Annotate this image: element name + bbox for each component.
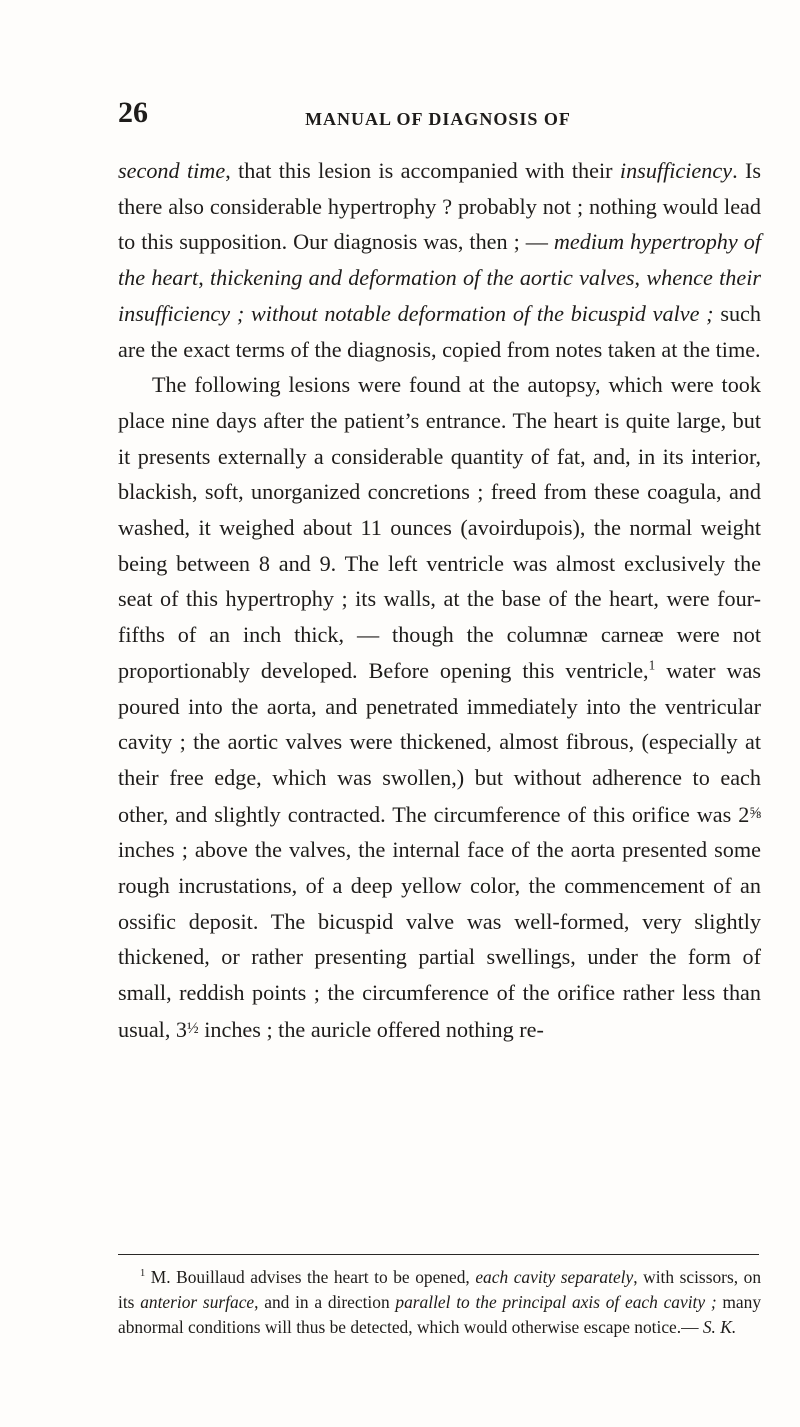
text-run: , [634,265,647,291]
footnote-divider [118,1254,759,1255]
italic-run: each cavity separately [475,1267,634,1287]
text-run: , [198,265,211,291]
main-text [118,153,761,1047]
footnote-marker: 1 [648,657,656,673]
text-run: inches ; the auricle offered nothing re- [198,1016,544,1042]
page-header [118,96,758,136]
text-run: water was poured into the aorta, and penetrated immediately into the ventricular cavity ; the aortic valves were thickened, almost fibrous, (especially at their free edge, which was swollen,) but without adherence to each other, and slightly contracted. The circumference of this orifice was 2 [118,657,762,827]
footnote-text [118,1265,761,1340]
italic-run: thickening and deformation of the aortic valves [210,265,635,291]
italic-run: anterior surface [140,1292,255,1312]
italic-run: parallel to the principal axis of each cavity ; [395,1292,717,1312]
page-number: 26 [118,96,148,129]
footnote-marker: 1 [140,1268,146,1280]
text-run: , that this lesion is accompanied with their [225,158,620,183]
text-run: many abnormal conditions will thus be detected, which would otherwise escape notice.— [118,1292,762,1337]
text-run: . Is there also considerable hypertrophy ? probably not ; nothing would lead to this supposition. Our diagnosis was, then ; — [118,158,761,255]
footnote [118,1265,761,1340]
text-run: inches ; above the valves, the internal face of the aorta presented some rough incrustations, of a deep yellow color, the commencement of an ossific deposit. The bicuspid valve was well-formed, very slightly thickened, or rather presenting partial swellings, under the form of small, reddish points ; the circumference of the orifice rather less than usual, 3 [118,837,761,1042]
text-run: M. Bouillaud advises the heart to be opened, [145,1267,476,1287]
italic-run: medium hypertrophy of the heart [118,229,761,291]
text-run: The following lesions were found at the autopsy, which were took place nine days after the patient’s entrance. The heart is quite large, but it presents externally a considerable quantity of fat, and, in its interior, blackish, soft, unorganized concretions ; freed from these coagula, and washed, it weighed about 11 ounces (avoirdupois), the normal weight being between 8 and 9. The left ventricle was almost exclusively the seat of this hypertrophy ; its walls, at the base of the heart, were four-fifths of an inch thick, — though the columnæ carneæ were not proportionably developed. Before opening this ventricle, [118,372,761,683]
paragraph-continuation [118,153,761,367]
italic-run: second time [118,158,226,183]
italic-run: S. K. [702,1317,737,1337]
text-run: such are the exact terms of the diagnosis, copied from notes taken at the time. [118,300,761,362]
paragraph-autopsy [118,367,761,1047]
fraction: ½ [187,1019,199,1037]
text-run: , with scissors, on its [118,1267,762,1312]
fraction: ⅝ [749,804,761,822]
italic-run: insufficiency [619,158,733,183]
running-head: MANUAL OF DIAGNOSIS OF [305,109,571,129]
italic-run: whence their insufficiency ; without notable deformation of the bicuspid valve ; [118,265,762,326]
text-run: , and in a direction [254,1292,396,1312]
